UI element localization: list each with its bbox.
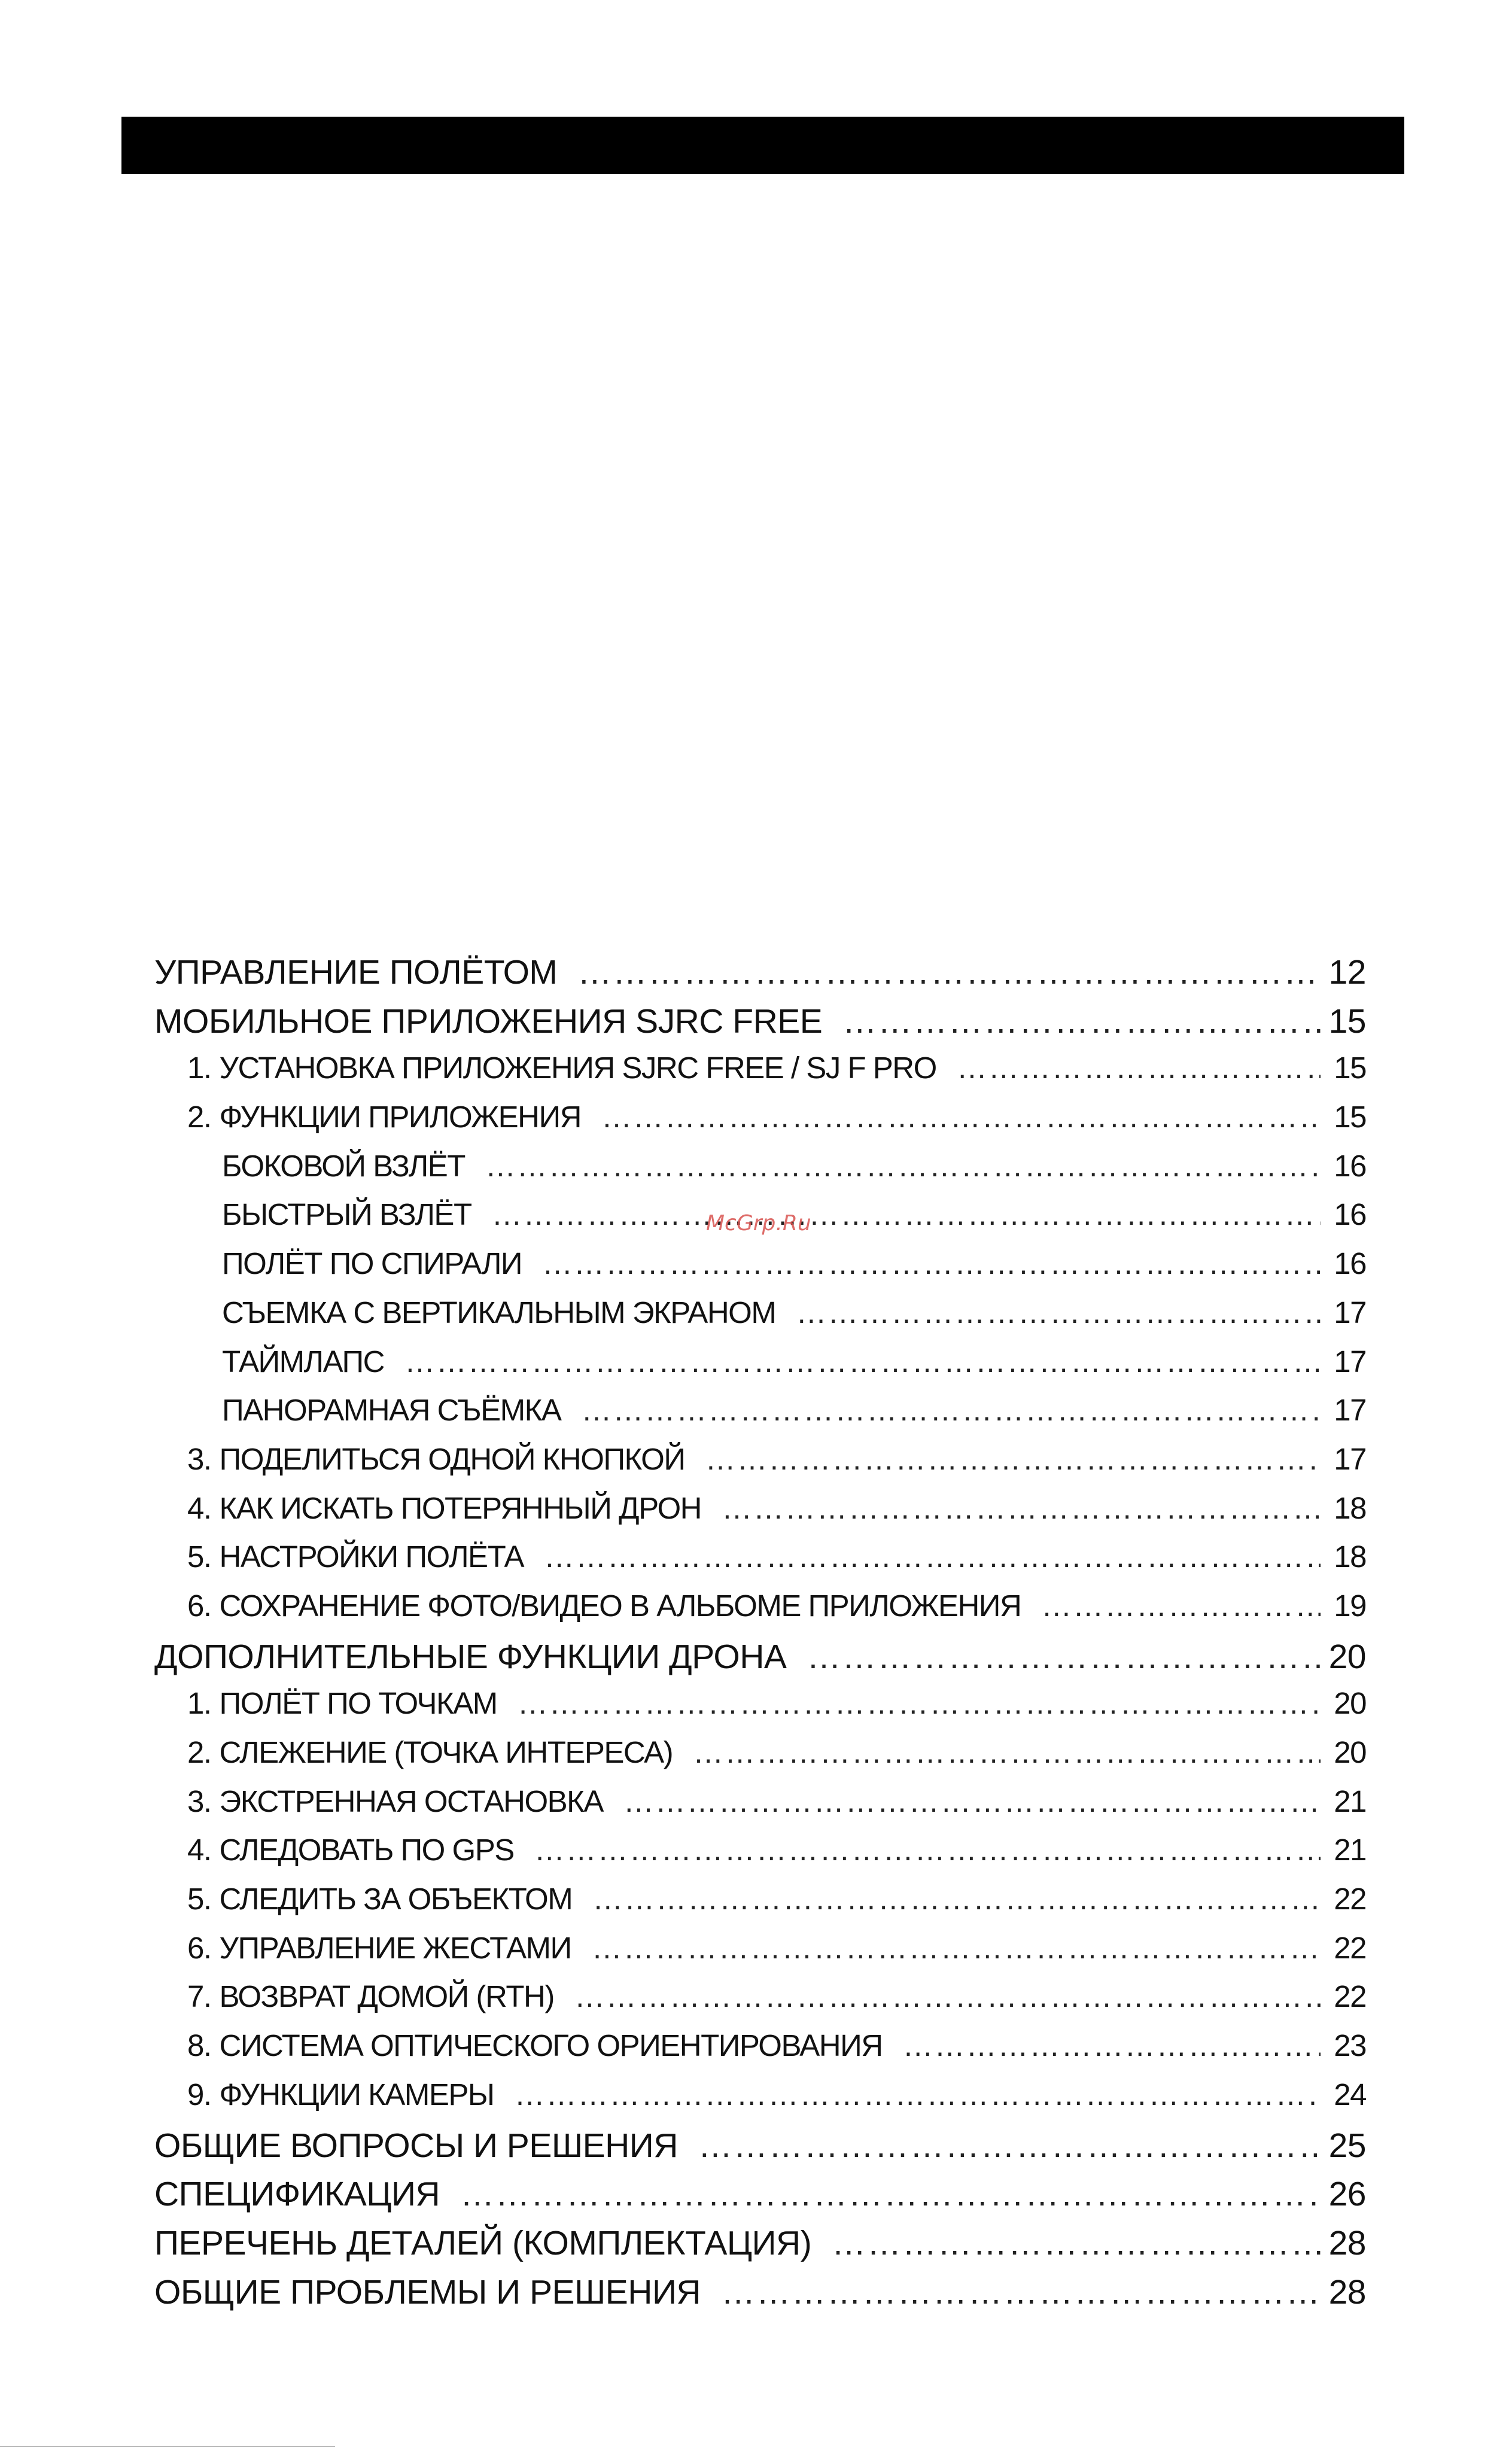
toc-entry[interactable] — [154, 1784, 1366, 1833]
toc-dot-leader — [460, 2174, 1320, 2214]
toc-dot-leader — [574, 1979, 1321, 2014]
toc-entry-number: 6. — [187, 1588, 211, 1623]
toc-entry-title: ПЕРЕЧЕНЬ ДЕТАЛЕЙ (КОМПЛЕКТАЦИЯ) — [154, 2223, 812, 2262]
toc-entry[interactable] — [154, 2174, 1366, 2223]
toc-entry-title: ФУНКЦИИ КАМЕРЫ — [219, 2077, 494, 2112]
toc-entry-page: 17 — [1334, 1393, 1366, 1428]
toc-entry-page: 20 — [1334, 1686, 1366, 1721]
toc-entry[interactable] — [154, 1832, 1366, 1881]
toc-entry[interactable] — [154, 1246, 1366, 1295]
toc-dot-leader — [544, 1539, 1321, 1574]
toc-entry-number: 5. — [187, 1540, 211, 1574]
toc-entry-page: 17 — [1334, 1441, 1366, 1476]
toc-entry-page: 21 — [1334, 1784, 1366, 1818]
toc-entry-number: 4. — [187, 1833, 211, 1867]
toc-dot-leader — [1041, 1588, 1321, 1623]
toc-entry[interactable] — [154, 953, 1366, 1002]
toc-entry[interactable] — [154, 1979, 1366, 2028]
toc-entry[interactable] — [154, 2028, 1366, 2077]
toc-entry[interactable] — [154, 2272, 1366, 2322]
toc-entry[interactable] — [154, 1050, 1366, 1099]
toc-entry[interactable] — [154, 1344, 1366, 1393]
toc-entry-page: 16 — [1334, 1197, 1366, 1232]
toc-entry-title: ФУНКЦИИ ПРИЛОЖЕНИЯ — [219, 1100, 581, 1134]
toc-entry-page: 28 — [1328, 2272, 1366, 2311]
toc-entry-title: БЫСТРЫЙ ВЗЛЁТ — [222, 1197, 471, 1232]
toc-entry[interactable] — [154, 2126, 1366, 2175]
toc-entry-title: СЛЕДИТЬ ЗА ОБЪЕКТОМ — [219, 1882, 573, 1916]
toc-entry[interactable] — [154, 1881, 1366, 1930]
toc-entry-page: 22 — [1334, 1930, 1366, 1965]
toc-dot-leader — [601, 1099, 1321, 1134]
toc-entry-title: ПОЛЁТ ПО СПИРАЛИ — [222, 1246, 522, 1281]
toc-entry-page: 22 — [1334, 1882, 1366, 1916]
toc-entry-page: 26 — [1328, 2175, 1366, 2214]
toc-entry-number: 8. — [187, 2028, 211, 2063]
toc-entry-title: ДОПОЛНИТЕЛЬНЫЕ ФУНКЦИИ ДРОНА — [154, 1637, 787, 1676]
footer-line — [0, 2446, 335, 2447]
toc-entry-title: СЪЕМКА С ВЕРТИКАЛЬНЫМ ЭКРАНОМ — [222, 1295, 776, 1330]
toc-dot-leader — [807, 1637, 1320, 1677]
toc-entry-title: ПАНОРАМНАЯ СЪЁМКА — [222, 1393, 561, 1428]
toc-entry-title: ПОДЕЛИТЬСЯ ОДНОЙ КНОПКОЙ — [219, 1441, 685, 1476]
toc-entry-number: 6. — [187, 1930, 211, 1965]
toc-dot-leader — [404, 1344, 1321, 1379]
toc-entry-number: 4. — [187, 1490, 211, 1525]
toc-entry-page: 15 — [1334, 1051, 1366, 1085]
toc-entry-page: 15 — [1334, 1100, 1366, 1134]
toc-entry[interactable] — [154, 1392, 1366, 1441]
toc-entry-title: СИСТЕМА ОПТИЧЕСКОГО ОРИЕНТИРОВАНИЯ — [219, 2028, 883, 2063]
toc-entry-page: 20 — [1334, 1735, 1366, 1769]
toc-entry[interactable] — [154, 1686, 1366, 1735]
toc-dot-leader — [721, 2272, 1321, 2312]
toc-entry-title: ТАЙМЛАПС — [222, 1344, 385, 1379]
toc-entry-page: 12 — [1328, 953, 1366, 991]
toc-dot-leader — [705, 1441, 1321, 1477]
toc-entry[interactable] — [154, 1930, 1366, 1979]
toc-entry-number: 2. — [187, 1735, 211, 1769]
toc-dot-leader — [592, 1881, 1321, 1916]
toc-entry[interactable] — [154, 1441, 1366, 1490]
toc-entry-page: 22 — [1334, 1979, 1366, 2014]
toc-dot-leader — [581, 1392, 1321, 1428]
toc-dot-leader — [693, 1735, 1321, 1770]
toc-entry-title: БОКОВОЙ ВЗЛЁТ — [222, 1148, 465, 1183]
toc-dot-leader — [518, 1686, 1321, 1721]
toc-entry-title: ЭКСТРЕННАЯ ОСТАНОВКА — [219, 1784, 603, 1818]
toc-entry-title: ОБЩИЕ ПРОБЛЕМЫ И РЕШЕНИЯ — [154, 2272, 701, 2311]
toc-entry-page: 18 — [1334, 1490, 1366, 1525]
toc-entry[interactable] — [154, 2223, 1366, 2272]
toc-entry-number: 5. — [187, 1882, 211, 1916]
toc-entry-page: 28 — [1328, 2223, 1366, 2262]
toc-entry-title: УПРАВЛЕНИЕ ЖЕСТАМИ — [219, 1930, 571, 1965]
toc-dot-leader — [485, 1148, 1321, 1184]
toc-entry[interactable] — [154, 1295, 1366, 1344]
toc-dot-leader — [492, 1197, 1321, 1232]
toc-entry-number: 3. — [187, 1441, 211, 1476]
toc-entry-number: 3. — [187, 1784, 211, 1818]
toc-entry[interactable] — [154, 1588, 1366, 1637]
toc-entry-page: 23 — [1334, 2028, 1366, 2063]
toc-entry-page: 17 — [1334, 1344, 1366, 1379]
toc-entry[interactable] — [154, 1637, 1366, 1686]
toc-entry-title: ОБЩИЕ ВОПРОСЫ И РЕШЕНИЯ — [154, 2126, 678, 2165]
toc-dot-leader — [577, 953, 1320, 992]
toc-entry[interactable] — [154, 1099, 1366, 1148]
toc-dot-leader — [796, 1295, 1321, 1330]
toc-entry-page: 25 — [1328, 2126, 1366, 2165]
toc-entry-title: СОХРАНЕНИЕ ФОТО/ВИДЕО В АЛЬБОМЕ ПРИЛОЖЕНИЯ — [219, 1588, 1021, 1623]
header-bar — [121, 117, 1404, 174]
toc-entry-title: МОБИЛЬНОЕ ПРИЛОЖЕНИЯ SJRC FREE — [154, 1002, 823, 1041]
toc-entry-number: 2. — [187, 1100, 211, 1134]
watermark: McGrp.Ru — [706, 1211, 811, 1236]
toc-entry-number: 1. — [187, 1051, 211, 1085]
toc-entry[interactable] — [154, 1148, 1366, 1197]
toc-entry-title: ПОЛЁТ ПО ТОЧКАМ — [219, 1686, 497, 1721]
toc-entry-page: 16 — [1334, 1246, 1366, 1281]
toc-entry-page: 20 — [1328, 1637, 1366, 1676]
toc-dot-leader — [698, 2126, 1321, 2165]
toc-dot-leader — [842, 1002, 1320, 1041]
toc-entry-number: 9. — [187, 2077, 211, 2112]
toc-entry-page: 17 — [1334, 1295, 1366, 1330]
toc-dot-leader — [534, 1832, 1321, 1867]
toc-entry-title: УСТАНОВКА ПРИЛОЖЕНИЯ SJRC FREE / SJ F PRO — [219, 1051, 936, 1085]
toc-entry[interactable] — [154, 1735, 1366, 1784]
toc-entry-title: УПРАВЛЕНИЕ ПОЛЁТОМ — [154, 953, 558, 991]
toc-dot-leader — [957, 1050, 1321, 1085]
toc-entry-title: КАК ИСКАТЬ ПОТЕРЯННЫЙ ДРОН — [219, 1490, 701, 1525]
table-of-contents — [154, 953, 1366, 2321]
toc-entry-page: 15 — [1328, 1002, 1366, 1041]
toc-entry[interactable] — [154, 1002, 1366, 1051]
toc-entry-page: 24 — [1334, 2077, 1366, 2112]
toc-dot-leader — [542, 1246, 1321, 1281]
toc-dot-leader — [592, 1930, 1321, 1966]
toc-dot-leader — [832, 2223, 1320, 2263]
toc-entry-title: СЛЕДОВАТЬ ПО GPS — [219, 1833, 514, 1867]
toc-entry-title: СЛЕЖЕНИЕ (ТОЧКА ИНТЕРЕСА) — [219, 1735, 673, 1769]
toc-entry[interactable] — [154, 1490, 1366, 1540]
toc-entry-number: 1. — [187, 1686, 211, 1721]
toc-entry-page: 21 — [1334, 1833, 1366, 1867]
toc-entry-page: 19 — [1334, 1588, 1366, 1623]
toc-entry[interactable] — [154, 2077, 1366, 2126]
toc-entry-title: НАСТРОЙКИ ПОЛЁТА — [219, 1540, 524, 1574]
toc-entry-page: 16 — [1334, 1148, 1366, 1183]
toc-entry-title: СПЕЦИФИКАЦИЯ — [154, 2175, 440, 2214]
toc-entry-number: 7. — [187, 1979, 211, 2014]
toc-dot-leader — [623, 1784, 1321, 1819]
toc-dot-leader — [515, 2077, 1321, 2112]
toc-entry-page: 18 — [1334, 1540, 1366, 1574]
toc-entry[interactable] — [154, 1539, 1366, 1588]
toc-entry-title: ВОЗВРАТ ДОМОЙ (RTH) — [219, 1979, 554, 2014]
toc-dot-leader — [722, 1490, 1321, 1526]
toc-dot-leader — [903, 2028, 1321, 2063]
